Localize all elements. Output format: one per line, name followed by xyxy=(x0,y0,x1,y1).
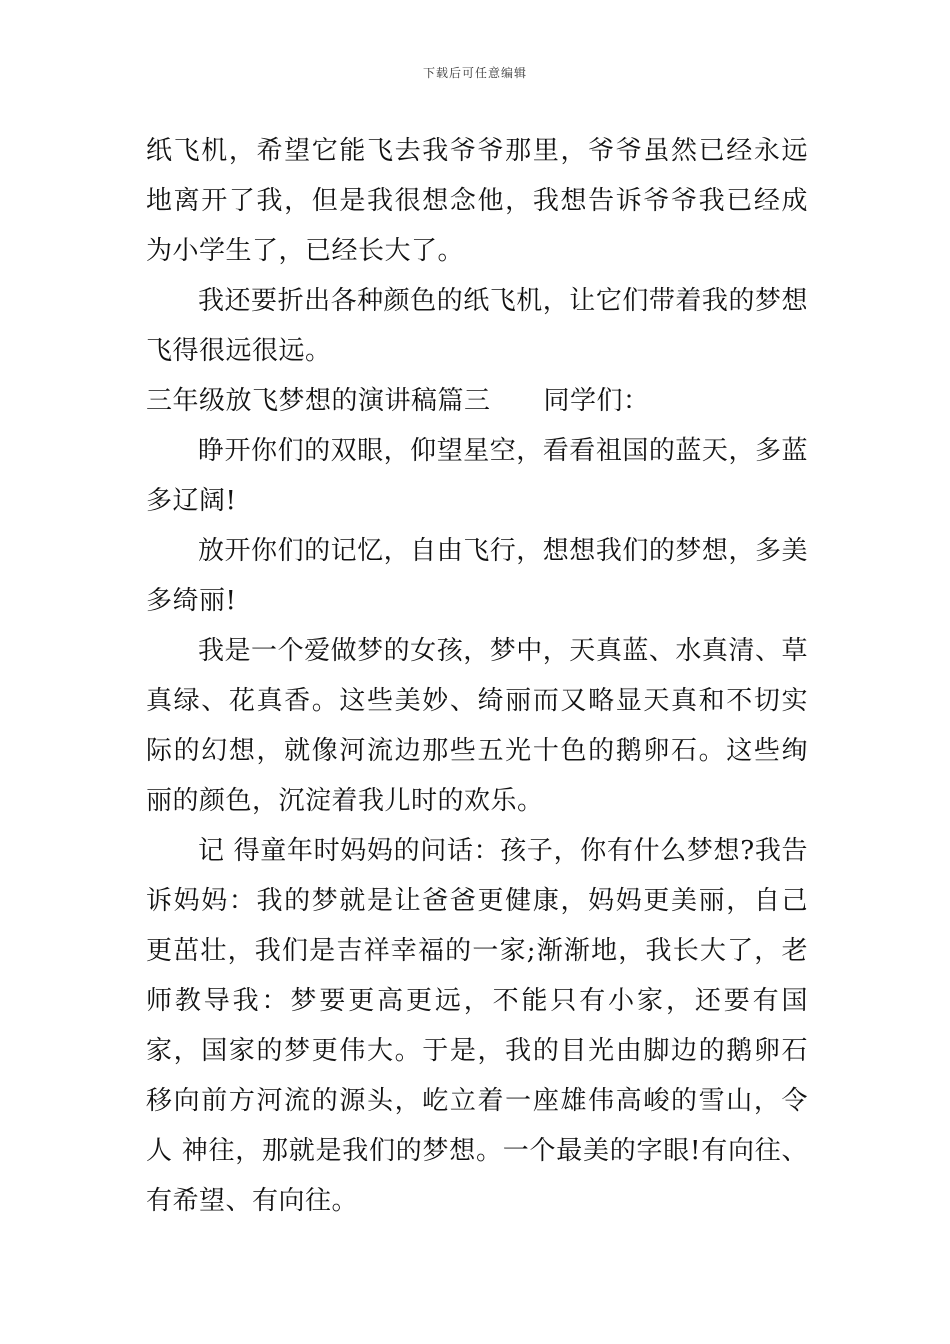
page-header-note: 下载后可任意编辑 xyxy=(422,66,527,80)
section-heading: 三年级放飞梦想的演讲稿篇三 同学们： xyxy=(146,386,650,416)
document-body xyxy=(146,126,808,1226)
paragraph: 放开你们的记忆，自由飞行，想想我们的梦想，多美多绮丽! xyxy=(146,536,808,616)
paragraph: 睁开你们的双眼，仰望星空，看看祖国的蓝天，多蓝多辽阔! xyxy=(146,436,808,516)
paragraph: 我还要折出各种颜色的纸飞机，让它们带着我的梦想飞得很远很远。 xyxy=(146,286,808,366)
paragraph: 我是一个爱做梦的女孩，梦中，天真蓝、水真清、草真绿、花真香。这些美妙、绮丽而又略显天真和不切实际的幻想，就像河流边那些五光十色的鹅卵石。这些绚丽的颜色，沉淀着我儿时的欢乐。 xyxy=(146,636,808,816)
paragraph: 记 得童年时妈妈的问话：孩子，你有什么梦想?我告诉妈妈：我的梦就是让爸爸更健康，妈妈更美丽，自己更茁壮，我们是吉祥幸福的一家;渐渐地，我长大了，老师教导我：梦要更高更远，不能只有小家，还要有国家，国家的梦更伟大。于是，我的目光由脚边的鹅卵石移向前方河流的源头，屹立着一座雄伟高峻的雪山，令人 神往，那就是我们的梦想。一个最美的字眼!有向往、有希望、有向往。 xyxy=(146,836,808,1216)
paragraph-continuation: 纸飞机，希望它能飞去我爷爷那里，爷爷虽然已经永远地离开了我，但是我很想念他，我想告诉爷爷我已经成为小学生了，已经长大了。 xyxy=(146,136,808,266)
